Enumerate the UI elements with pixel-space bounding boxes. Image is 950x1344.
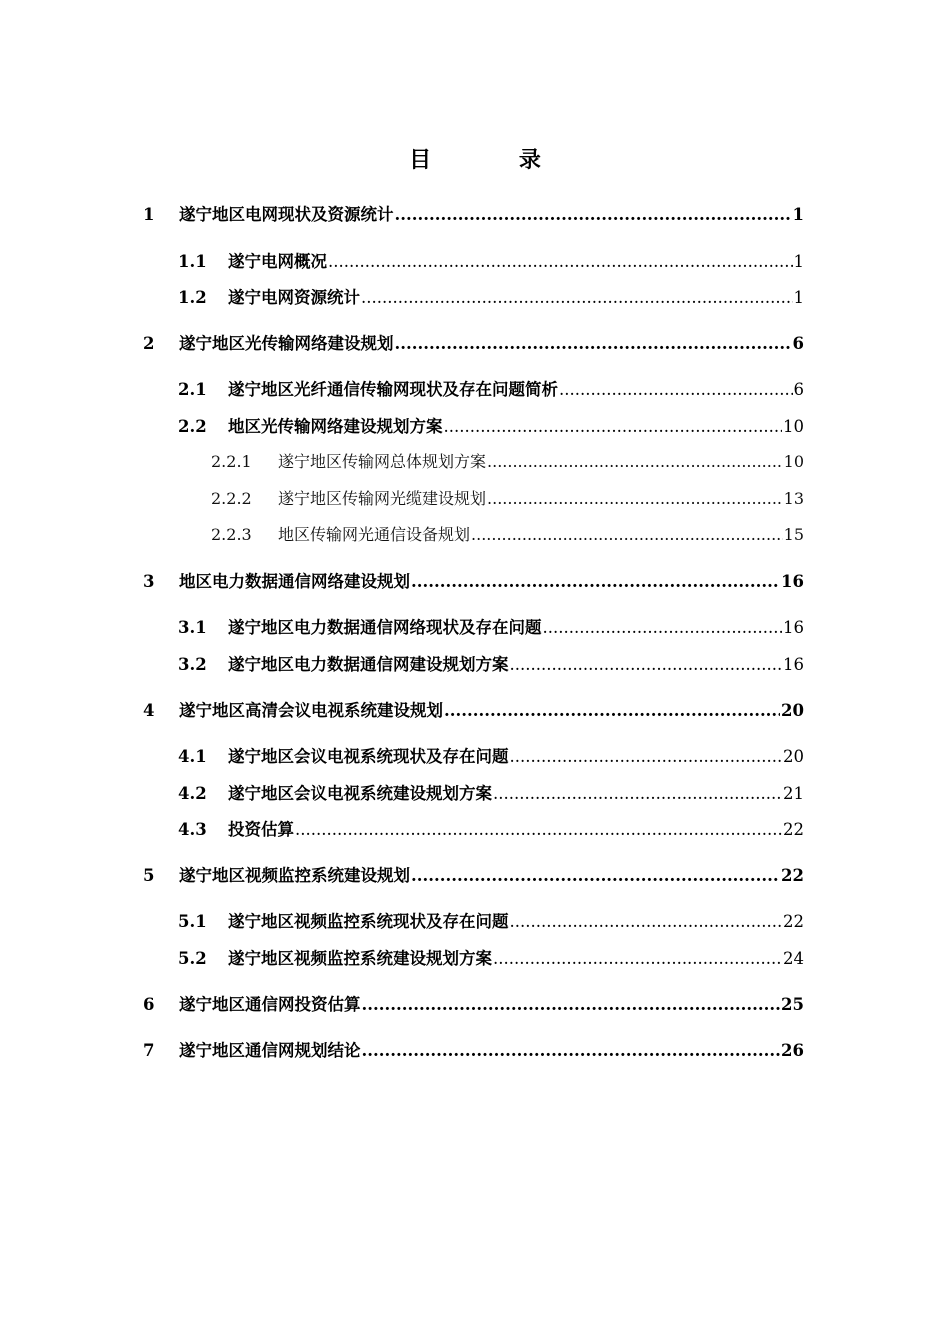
toc-entry-level-2[interactable]: [178, 284, 804, 308]
toc-entry-title: 遂宁电网概况: [228, 252, 327, 271]
toc-entry-title: 投资估算: [228, 820, 294, 839]
toc-entry-level-1[interactable]: [143, 1037, 804, 1061]
toc-entry-level-2[interactable]: [178, 614, 804, 638]
toc-entry-page: 10: [783, 452, 804, 471]
toc-entry-title: 遂宁地区视频监控系统建设规划: [179, 866, 410, 885]
toc-entry-page: 26: [781, 1041, 804, 1060]
toc-entry-level-2[interactable]: [178, 376, 804, 400]
toc-entry-level-2[interactable]: [178, 413, 804, 437]
toc-entry-title: 遂宁地区传输网总体规划方案: [278, 452, 487, 471]
toc-entry-number: 4: [143, 701, 155, 720]
toc-entry-page: 10: [783, 417, 804, 436]
toc-entry-number: 2: [143, 334, 155, 353]
toc-entry-title: 遂宁地区传输网光缆建设规划: [278, 489, 487, 508]
toc-entry-number: 4.1: [178, 747, 207, 766]
toc-entry-number: 4.2: [178, 784, 207, 803]
toc-entry-level-2[interactable]: [178, 248, 804, 272]
toc-leader-dots: [362, 1041, 781, 1060]
toc-entry-number: 1.1: [178, 252, 207, 271]
toc-entry-number: 7: [143, 1041, 155, 1060]
toc-entry-number: 1.2: [178, 288, 207, 307]
toc-entry-page: 22: [781, 866, 804, 885]
toc-entry-level-3[interactable]: [211, 522, 804, 546]
toc-entry-title: 遂宁地区光传输网络建设规划: [179, 334, 394, 353]
toc-entry-number: 3.2: [178, 655, 207, 674]
toc-entry-page: 21: [783, 784, 804, 803]
toc-entry-title: 遂宁电网资源统计: [228, 288, 360, 307]
toc-entry-level-2[interactable]: [178, 780, 804, 804]
toc-entry-title: 遂宁地区会议电视系统现状及存在问题: [228, 747, 509, 766]
toc-leader-dots: [559, 380, 793, 399]
toc-entry-level-2[interactable]: [178, 816, 804, 840]
toc-title: 目 录: [409, 147, 581, 173]
toc-entry-page: 16: [783, 618, 804, 637]
toc-entry-level-1[interactable]: [143, 330, 804, 354]
toc-entry-title: 遂宁地区通信网规划结论: [179, 1041, 361, 1060]
toc-entry-title: 地区电力数据通信网络建设规划: [179, 572, 410, 591]
toc-entry-level-1[interactable]: [143, 862, 804, 886]
toc-entry-page: 16: [783, 655, 804, 674]
toc-entry-page: 20: [781, 701, 804, 720]
toc-entry-level-3[interactable]: [211, 449, 804, 473]
toc-entry-page: 25: [781, 995, 804, 1014]
toc-entry-number: 3.1: [178, 618, 207, 637]
toc-leader-dots: [395, 334, 792, 353]
toc-entry-page: 16: [781, 572, 804, 591]
toc-entry-page: 1: [793, 288, 804, 307]
toc-leader-dots: [444, 701, 780, 720]
toc-entry-number: 2.2.2: [211, 489, 252, 508]
toc-entry-title: 遂宁地区通信网投资估算: [179, 995, 361, 1014]
toc-entry-number: 2.2.1: [211, 452, 252, 471]
toc-leader-dots: [328, 252, 793, 271]
toc-entry-title: 遂宁地区光纤通信传输网现状及存在问题简析: [228, 380, 558, 399]
toc-entry-level-3[interactable]: [211, 486, 804, 510]
toc-entry-number: 5.1: [178, 912, 207, 931]
toc-leader-dots: [510, 912, 783, 931]
toc-entry-number: 4.3: [178, 820, 207, 839]
toc-entry-level-1[interactable]: [143, 991, 804, 1015]
toc-entry-title: 遂宁地区电力数据通信网络现状及存在问题: [228, 618, 542, 637]
toc-entry-page: 24: [783, 949, 804, 968]
toc-entry-title: 遂宁地区高清会议电视系统建设规划: [179, 701, 443, 720]
toc-leader-dots: [395, 205, 792, 224]
toc-entry-title: 遂宁地区视频监控系统现状及存在问题: [228, 912, 509, 931]
toc-entry-title: 地区传输网光通信设备规划: [278, 525, 471, 544]
toc-leader-dots: [411, 572, 780, 591]
toc-entry-number: 5.2: [178, 949, 207, 968]
toc-entry-level-2[interactable]: [178, 743, 804, 767]
toc-entry-title: 遂宁地区会议电视系统建设规划方案: [228, 784, 492, 803]
toc-entry-number: 1: [143, 205, 155, 224]
toc-leader-dots: [295, 820, 782, 839]
toc-entry-title: 遂宁地区电网现状及资源统计: [179, 205, 394, 224]
toc-entry-number: 5: [143, 866, 155, 885]
toc-entry-number: 2.2.3: [211, 525, 252, 544]
toc-leader-dots: [362, 995, 781, 1014]
toc-leader-dots: [510, 747, 783, 766]
toc-entry-page: 15: [783, 525, 804, 544]
toc-leader-dots: [543, 618, 783, 637]
toc-entry-number: 3: [143, 572, 155, 591]
toc-entry-page: 6: [792, 334, 804, 353]
toc-entry-number: 6: [143, 995, 155, 1014]
toc-entry-title: 遂宁地区电力数据通信网建设规划方案: [228, 655, 509, 674]
toc-leader-dots: [487, 489, 783, 508]
toc-leader-dots: [411, 866, 780, 885]
toc-leader-dots: [493, 784, 782, 803]
toc-entry-title: 遂宁地区视频监控系统建设规划方案: [228, 949, 492, 968]
toc-leader-dots: [444, 417, 783, 436]
toc-entry-level-1[interactable]: [143, 201, 804, 225]
toc-entry-level-1[interactable]: [143, 568, 804, 592]
toc-leader-dots: [361, 288, 793, 307]
toc-entry-page: 1: [793, 252, 804, 271]
toc-entry-level-1[interactable]: [143, 697, 804, 721]
toc-entry-page: 22: [783, 912, 804, 931]
toc-entry-number: 2.1: [178, 380, 207, 399]
toc-entry-page: 20: [783, 747, 804, 766]
toc-leader-dots: [487, 452, 783, 471]
toc-entry-level-2[interactable]: [178, 651, 804, 675]
toc-entry-level-2[interactable]: [178, 945, 804, 969]
toc-entry-page: 22: [783, 820, 804, 839]
toc-entry-page: 6: [793, 380, 804, 399]
toc-entry-number: 2.2: [178, 417, 207, 436]
toc-leader-dots: [493, 949, 782, 968]
toc-entry-page: 13: [783, 489, 804, 508]
toc-entry-page: 1: [792, 205, 804, 224]
toc-entry-level-2[interactable]: [178, 908, 804, 932]
toc-leader-dots: [471, 525, 783, 544]
toc-entry-title: 地区光传输网络建设规划方案: [228, 417, 443, 436]
toc-leader-dots: [510, 655, 783, 674]
